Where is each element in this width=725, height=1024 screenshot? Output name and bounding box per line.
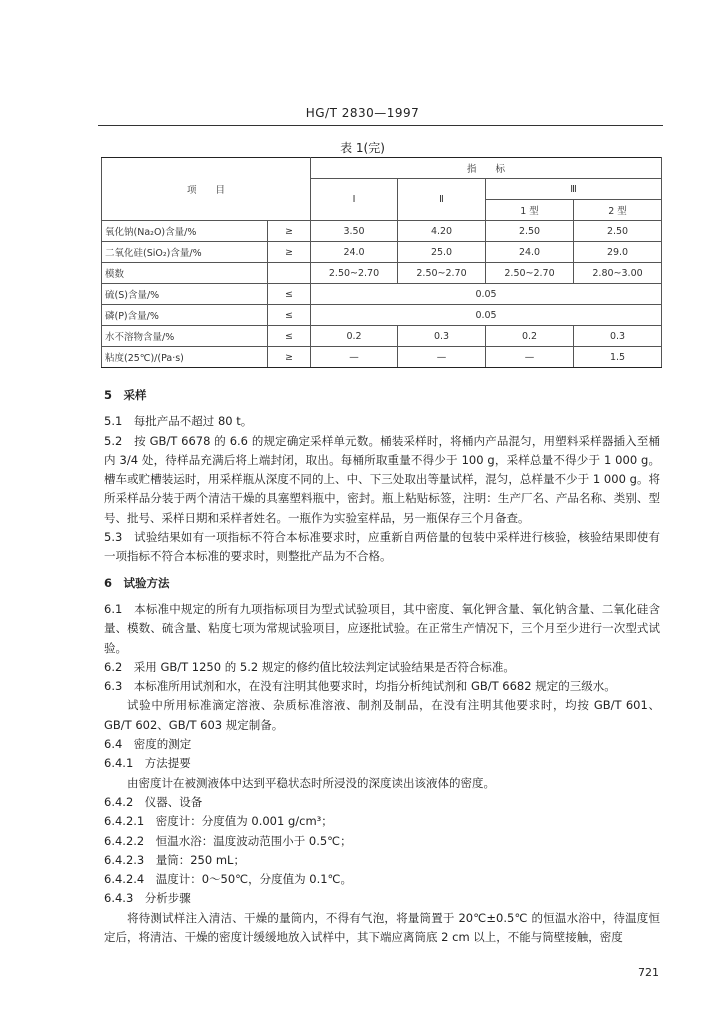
body-text (104, 386, 660, 947)
row-value: 2.50~2.70 (486, 263, 574, 284)
row-value: 0.3 (398, 326, 486, 347)
row-operator: ≤ (268, 326, 311, 347)
table-row (102, 284, 662, 305)
table-row (102, 305, 662, 326)
row-value: 4.20 (398, 221, 486, 242)
list-item: 6.4.2.1 密度计：分度值为 0.001 g/cm³； (104, 814, 333, 829)
row-operator (268, 263, 311, 284)
row-value: 2.50~2.70 (311, 263, 398, 284)
row-value: 25.0 (398, 242, 486, 263)
row-operator: ≥ (268, 221, 311, 242)
paragraph: 6.3 本标准所用试剂和水，在没有注明其他要求时，均指分析纯试剂和 GB/T 6682 规定的三级水。 (104, 679, 616, 694)
row-operator: ≤ (268, 284, 311, 305)
specification-table (101, 157, 662, 368)
row-value: 2.50~2.70 (398, 263, 486, 284)
row-value: 2.80~3.00 (574, 263, 662, 284)
row-value-merged: 0.05 (311, 284, 662, 305)
row-value: — (311, 347, 398, 368)
table-row (102, 347, 662, 368)
table-header-row (102, 158, 662, 179)
row-operator: ≥ (268, 242, 311, 263)
header-grade: Ⅱ (398, 179, 486, 221)
subsection-heading: 6.4.2 仪器、设备 (104, 794, 203, 809)
row-value: 0.2 (311, 326, 398, 347)
header-grade: Ⅰ (311, 179, 398, 221)
header-grade: Ⅲ (486, 179, 662, 200)
paragraph: 6.2 采用 GB/T 1250 的 5.2 规定的修约值比较法判定试验结果是否符合标准。 (104, 659, 515, 674)
row-value: 0.3 (574, 326, 662, 347)
list-item: 6.4.2.3 量筒：250 mL； (104, 852, 245, 867)
section-heading: 6 试验方法 (104, 575, 170, 590)
table-row (102, 326, 662, 347)
paragraph: 由密度计在被测液体中达到平稳状态时所浸没的深度读出该液体的密度。 (127, 775, 495, 790)
paragraph: 5.3 试验结果如有一项指标不符合本标准要求时，应重新自两倍量的包装中采样进行核验，核验结果即使有一项指标不符合本标准的要求时，则整批产品为不合格。 (104, 530, 660, 564)
list-item: 6.4.2.2 恒温水浴：温度波动范围小于 0.5℃； (104, 833, 352, 848)
row-value: — (486, 347, 574, 368)
paragraph: 试验中所用标准滴定溶液、杂质标准溶液、制剂及制品，在没有注明其他要求时，均按 GB/T 601、GB/T 602、GB/T 603 规定制备。 (104, 698, 660, 732)
subsection-heading: 6.4 密度的测定 (104, 737, 192, 752)
header-subgrade: 2 型 (574, 200, 662, 221)
header-indicator: 指 标 (311, 158, 662, 179)
subsection-heading: 6.4.3 分析步骤 (104, 891, 191, 906)
row-value-merged: 0.05 (311, 305, 662, 326)
list-item: 6.4.2.4 温度计：0～50℃，分度值为 0.1℃。 (104, 872, 352, 887)
subsection-heading: 6.4.1 方法提要 (104, 756, 191, 771)
row-item: 氧化钠(Na₂O)含量/% (102, 221, 268, 242)
row-value: 3.50 (311, 221, 398, 242)
paragraph: 6.1 本标准中规定的所有九项指标项目为型式试验项目，其中密度、氧化钾含量、氧化钠含量、二氧化硅含量、模数、硫含量、粘度七项为常规试验项目，应逐批试验。在正常生产情况下，三个月至少进行一次型式试验。 (104, 601, 660, 655)
paragraph: 5.2 按 GB/T 6678 的 6.6 的规定确定采样单元数。桶装采样时，将桶内产品混匀，用塑料采样器插入至桶内 3/4 处，待样品充满后将上端封闭，取出。每桶所取重量不得少于 100 g，采样总量不得少于 1 000 g。槽车或贮槽装运时，用采样瓶从深度不同的上、中、下三处取出等量试样，混匀，总样量不少于 1 000 g。将所采样品分装于两个清洁干燥的具塞塑料瓶中，密封。瓶上粘贴标签，注明：生产厂名、产品名称、类别、型号、批号、采样日期和采样者姓名。一瓶作为实验室样品，另一瓶保存三个月备查。 (104, 433, 660, 525)
header-rule (98, 125, 663, 126)
table-caption: 表 1(完) (340, 141, 385, 155)
row-value: — (398, 347, 486, 368)
row-item: 模数 (102, 263, 268, 284)
standard-header: HG/T 2830—1997 (305, 106, 420, 120)
row-operator: ≤ (268, 305, 311, 326)
row-item: 水不溶物含量/% (102, 326, 268, 347)
row-item: 磷(P)含量/% (102, 305, 268, 326)
row-operator: ≥ (268, 347, 311, 368)
row-item: 硫(S)含量/% (102, 284, 268, 305)
table-row (102, 242, 662, 263)
row-value: 24.0 (311, 242, 398, 263)
row-value: 2.50 (574, 221, 662, 242)
row-value: 1.5 (574, 347, 662, 368)
row-value: 2.50 (486, 221, 574, 242)
paragraph: 5.1 每批产品不超过 80 t。 (104, 414, 253, 429)
row-value: 0.2 (486, 326, 574, 347)
table-row (102, 221, 662, 242)
page-number: 721 (638, 966, 659, 979)
section-heading: 5 采样 (104, 388, 147, 402)
row-value: 24.0 (486, 242, 574, 263)
header-subgrade: 1 型 (486, 200, 574, 221)
paragraph: 将待测试样注入清洁、干燥的量筒内，不得有气泡，将量筒置于 20℃±0.5℃ 的恒温水浴中，待温度恒定后，将清洁、干燥的密度计缓缓地放入试样中，其下端应离筒底 2 cm 以上，不能与筒壁接触，密度 (104, 910, 660, 945)
row-item: 二氧化硅(SiO₂)含量/% (102, 242, 268, 263)
row-item: 粘度(25℃)/(Pa·s) (102, 347, 268, 368)
table-row (102, 263, 662, 284)
row-value: 29.0 (574, 242, 662, 263)
header-item: 项 目 (102, 158, 311, 221)
